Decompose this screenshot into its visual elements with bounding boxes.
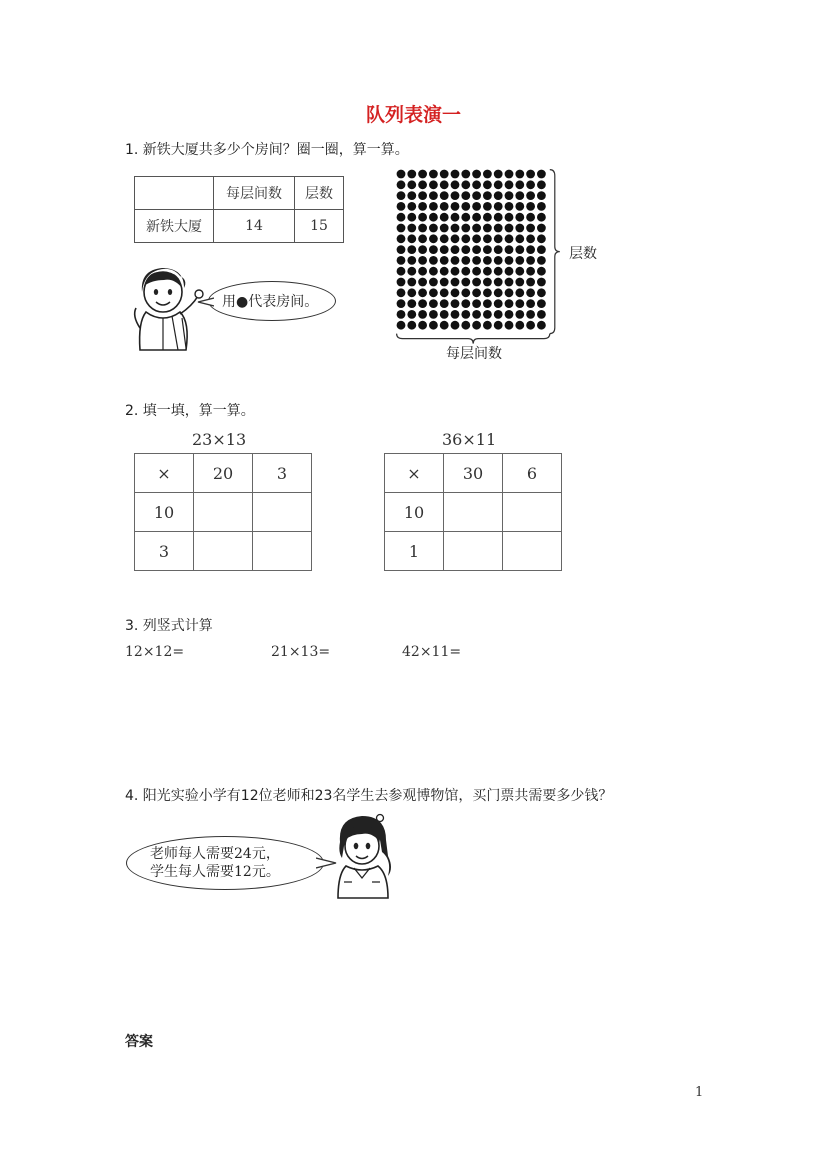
room-dot — [515, 245, 524, 254]
room-dot — [472, 299, 481, 308]
room-dot — [407, 234, 416, 243]
room-dot — [418, 224, 427, 233]
room-dot — [515, 170, 524, 179]
room-dot — [429, 170, 438, 179]
room-dot — [418, 256, 427, 265]
room-dot — [418, 267, 427, 276]
room-dot — [505, 310, 514, 319]
room-dot — [429, 213, 438, 222]
room-dot — [494, 180, 503, 189]
room-dot — [451, 267, 460, 276]
room-dot — [451, 234, 460, 243]
room-dot — [472, 191, 481, 200]
room-dot — [537, 234, 546, 243]
room-dot — [440, 191, 449, 200]
room-dot — [483, 256, 492, 265]
question-1-text: 1. 新铁大厦共多少个房间？圈一圈，算一算。 — [125, 142, 409, 158]
room-dot — [505, 256, 514, 265]
room-dot — [407, 224, 416, 233]
room-dot — [461, 278, 470, 287]
room-dot — [397, 224, 406, 233]
room-dot — [418, 321, 427, 330]
room-dot — [515, 213, 524, 222]
room-dot — [461, 267, 470, 276]
room-dot — [451, 256, 460, 265]
room-dot — [418, 245, 427, 254]
room-dot — [526, 213, 535, 222]
room-dot — [440, 267, 449, 276]
room-dot — [483, 310, 492, 319]
room-dot — [429, 321, 438, 330]
room-dot — [472, 288, 481, 297]
room-dot — [494, 224, 503, 233]
room-dot — [397, 202, 406, 211]
room-dot — [515, 202, 524, 211]
grid-row-header: 1 — [385, 532, 444, 571]
speech-text — [150, 845, 280, 881]
room-dot — [407, 321, 416, 330]
room-dot — [429, 224, 438, 233]
room-dot — [429, 234, 438, 243]
grid-blank-cell[interactable] — [444, 493, 503, 532]
room-dot — [515, 191, 524, 200]
room-dot — [429, 256, 438, 265]
room-dot — [526, 321, 535, 330]
room-dot — [494, 170, 503, 179]
room-dot — [397, 170, 406, 179]
room-dot — [440, 170, 449, 179]
room-dot — [505, 180, 514, 189]
room-dot — [429, 202, 438, 211]
room-dot — [440, 310, 449, 319]
grid-row-header: 10 — [135, 493, 194, 532]
room-dot — [494, 267, 503, 276]
rows-brace — [550, 170, 560, 334]
room-dot — [407, 256, 416, 265]
room-dot — [515, 321, 524, 330]
room-dot — [461, 180, 470, 189]
room-dot — [461, 288, 470, 297]
room-dot — [418, 170, 427, 179]
grid-row — [385, 454, 562, 493]
room-dot — [461, 213, 470, 222]
room-dot — [407, 245, 416, 254]
room-dot — [483, 245, 492, 254]
room-dot — [537, 180, 546, 189]
room-dot — [461, 321, 470, 330]
room-dot — [407, 180, 416, 189]
room-dot — [505, 170, 514, 179]
room-dot — [537, 245, 546, 254]
room-dot — [494, 191, 503, 200]
room-dot — [472, 180, 481, 189]
room-dot — [537, 256, 546, 265]
room-dot — [451, 224, 460, 233]
room-dot — [451, 299, 460, 308]
calc-item: 21×13= — [271, 644, 331, 660]
room-dot — [440, 234, 449, 243]
room-dot — [461, 245, 470, 254]
room-dot — [515, 299, 524, 308]
room-dot — [451, 245, 460, 254]
room-dot — [537, 267, 546, 276]
grid-b-expression: 36×11 — [442, 430, 497, 449]
room-dot — [429, 288, 438, 297]
room-dot — [397, 310, 406, 319]
multiplication-grid-a — [134, 453, 312, 571]
speech-line: 学生每人需要12元。 — [150, 864, 280, 880]
room-dot — [505, 234, 514, 243]
room-dot — [472, 224, 481, 233]
room-dot — [407, 288, 416, 297]
room-dot — [472, 278, 481, 287]
room-dot — [472, 267, 481, 276]
room-dot — [429, 299, 438, 308]
room-dot — [526, 299, 535, 308]
room-dot — [429, 191, 438, 200]
room-dot — [526, 278, 535, 287]
grid-row — [385, 493, 562, 532]
room-dot — [461, 191, 470, 200]
room-dot — [472, 213, 481, 222]
room-dot — [407, 278, 416, 287]
grid-row — [135, 454, 312, 493]
room-dot — [418, 234, 427, 243]
grid-blank-cell[interactable] — [503, 532, 562, 571]
room-dot — [483, 224, 492, 233]
grid-row-header: 3 — [135, 532, 194, 571]
room-dot — [440, 245, 449, 254]
question-3-text: 3. 列竖式计算 — [125, 618, 213, 634]
room-dot — [397, 180, 406, 189]
room-dot — [451, 278, 460, 287]
room-dot — [461, 234, 470, 243]
table-cell: 14 — [214, 210, 295, 243]
room-dot — [537, 202, 546, 211]
room-dot — [429, 267, 438, 276]
room-dot — [472, 202, 481, 211]
room-dot — [505, 202, 514, 211]
room-dot — [505, 321, 514, 330]
calc-item: 42×11= — [402, 644, 462, 660]
room-dot — [440, 202, 449, 211]
table-row — [135, 210, 344, 243]
room-dot — [397, 321, 406, 330]
grid-corner: × — [385, 454, 444, 493]
room-dot — [397, 267, 406, 276]
room-dot — [472, 234, 481, 243]
room-dot — [526, 170, 535, 179]
room-dot — [461, 256, 470, 265]
room-dot — [429, 278, 438, 287]
boy-illustration — [128, 262, 210, 354]
room-dot — [472, 256, 481, 265]
room-dot — [397, 234, 406, 243]
room-dot — [537, 278, 546, 287]
room-dot — [526, 310, 535, 319]
room-dot — [483, 278, 492, 287]
room-dot — [494, 321, 503, 330]
page-number: 1 — [695, 1085, 704, 1100]
room-dot — [407, 310, 416, 319]
room-dot — [440, 213, 449, 222]
room-dot — [483, 288, 492, 297]
room-dot — [461, 202, 470, 211]
room-dot — [537, 321, 546, 330]
grid-a-expression: 23×13 — [192, 430, 247, 449]
room-dot — [494, 288, 503, 297]
room-dot — [407, 299, 416, 308]
room-dot — [451, 180, 460, 189]
room-dot — [515, 288, 524, 297]
room-dot — [515, 310, 524, 319]
room-dot — [407, 191, 416, 200]
room-dot — [472, 321, 481, 330]
table-header-cell: 每层间数 — [214, 177, 295, 210]
grid-blank-cell[interactable] — [503, 493, 562, 532]
room-dot — [537, 288, 546, 297]
room-dot — [483, 170, 492, 179]
room-dot — [526, 224, 535, 233]
grid-blank-cell[interactable] — [194, 532, 253, 571]
room-dot — [526, 234, 535, 243]
room-dot — [537, 213, 546, 222]
grid-row — [135, 532, 312, 571]
room-dot — [451, 321, 460, 330]
room-dot — [515, 278, 524, 287]
room-dot — [440, 224, 449, 233]
room-dot — [451, 213, 460, 222]
grid-blank-cell[interactable] — [253, 532, 312, 571]
grid-col-header: 6 — [503, 454, 562, 493]
room-dot — [451, 170, 460, 179]
room-dot — [483, 299, 492, 308]
room-dot — [483, 202, 492, 211]
speech-line: 老师每人需要24元， — [150, 846, 280, 862]
dot-grid — [390, 164, 626, 364]
room-dot — [407, 202, 416, 211]
room-dot — [537, 224, 546, 233]
room-dot — [451, 191, 460, 200]
room-dot — [515, 180, 524, 189]
room-dot — [407, 170, 416, 179]
room-dot — [483, 321, 492, 330]
room-dot — [451, 310, 460, 319]
columns-label: 每层间数 — [446, 346, 502, 362]
grid-col-header: 30 — [444, 454, 503, 493]
room-dot — [483, 267, 492, 276]
room-dot — [461, 224, 470, 233]
room-dot — [418, 278, 427, 287]
room-dot — [537, 299, 546, 308]
room-dot — [515, 234, 524, 243]
room-dot — [494, 310, 503, 319]
room-dot — [418, 213, 427, 222]
room-dot — [407, 267, 416, 276]
grid-corner: × — [135, 454, 194, 493]
table-header-cell: 层数 — [295, 177, 344, 210]
speech-text: 用●代表房间。 — [222, 294, 319, 310]
room-dot — [418, 180, 427, 189]
room-dot — [418, 299, 427, 308]
room-dot — [397, 278, 406, 287]
room-dot — [397, 245, 406, 254]
room-dot — [526, 288, 535, 297]
room-dot — [494, 278, 503, 287]
room-dot — [472, 245, 481, 254]
room-dot — [494, 256, 503, 265]
room-dot — [461, 170, 470, 179]
grid-blank-cell[interactable] — [444, 532, 503, 571]
room-dot — [526, 245, 535, 254]
room-dot — [461, 299, 470, 308]
grid-col-header: 20 — [194, 454, 253, 493]
room-dot — [505, 245, 514, 254]
room-dot — [483, 213, 492, 222]
room-dot — [483, 191, 492, 200]
room-dot — [483, 234, 492, 243]
rows-label: 层数 — [569, 246, 597, 262]
room-dot — [494, 234, 503, 243]
grid-blank-cell[interactable] — [194, 493, 253, 532]
room-dot — [440, 299, 449, 308]
room-dot — [451, 202, 460, 211]
room-dot — [461, 310, 470, 319]
grid-row — [385, 532, 562, 571]
room-dot — [397, 288, 406, 297]
room-dot — [494, 213, 503, 222]
answer-heading: 答案 — [125, 1034, 153, 1050]
multiplication-grid-b — [384, 453, 562, 571]
room-dot — [397, 299, 406, 308]
grid-blank-cell[interactable] — [253, 493, 312, 532]
room-dot — [483, 180, 492, 189]
grid-col-header: 3 — [253, 454, 312, 493]
room-dot — [440, 288, 449, 297]
room-dot — [515, 224, 524, 233]
room-dot — [418, 310, 427, 319]
grid-row — [135, 493, 312, 532]
room-dot — [505, 191, 514, 200]
room-dot — [537, 191, 546, 200]
room-dot — [440, 321, 449, 330]
girl-illustration — [330, 812, 400, 900]
room-dot — [526, 256, 535, 265]
room-dot — [494, 202, 503, 211]
room-dot — [537, 310, 546, 319]
room-dot — [429, 245, 438, 254]
table-header-row — [135, 177, 344, 210]
room-dot — [526, 191, 535, 200]
room-dot — [505, 213, 514, 222]
room-dot — [397, 213, 406, 222]
room-dot — [515, 256, 524, 265]
room-dot — [440, 278, 449, 287]
room-dot — [526, 267, 535, 276]
building-table — [134, 176, 344, 243]
room-dot — [418, 288, 427, 297]
room-dot — [429, 310, 438, 319]
room-dot — [407, 213, 416, 222]
table-cell: 15 — [295, 210, 344, 243]
table-cell: 新铁大厦 — [135, 210, 214, 243]
room-dot — [505, 267, 514, 276]
room-dot — [515, 267, 524, 276]
room-dot — [494, 299, 503, 308]
room-dot — [505, 299, 514, 308]
room-dot — [505, 288, 514, 297]
question-2-text: 2. 填一填，算一算。 — [125, 403, 255, 419]
room-dot — [397, 256, 406, 265]
speech-bubble-tail — [196, 296, 214, 308]
room-dot — [472, 170, 481, 179]
room-dot — [494, 245, 503, 254]
room-dot — [505, 278, 514, 287]
room-dot — [418, 191, 427, 200]
room-dot — [429, 180, 438, 189]
grid-row-header: 10 — [385, 493, 444, 532]
room-dot — [526, 180, 535, 189]
room-dot — [397, 191, 406, 200]
table-header-cell — [135, 177, 214, 210]
room-dot — [451, 288, 460, 297]
room-dot — [526, 202, 535, 211]
room-dot — [440, 256, 449, 265]
room-dot — [505, 224, 514, 233]
calc-item: 12×12= — [125, 644, 185, 660]
page-title: 队列表演一 — [365, 104, 461, 126]
room-dot — [440, 180, 449, 189]
question-4-text: 4. 阳光实验小学有12位老师和23名学生去参观博物馆，买门票共需要多少钱？ — [125, 788, 613, 804]
room-dot — [472, 310, 481, 319]
room-dot — [537, 170, 546, 179]
room-dot — [418, 202, 427, 211]
